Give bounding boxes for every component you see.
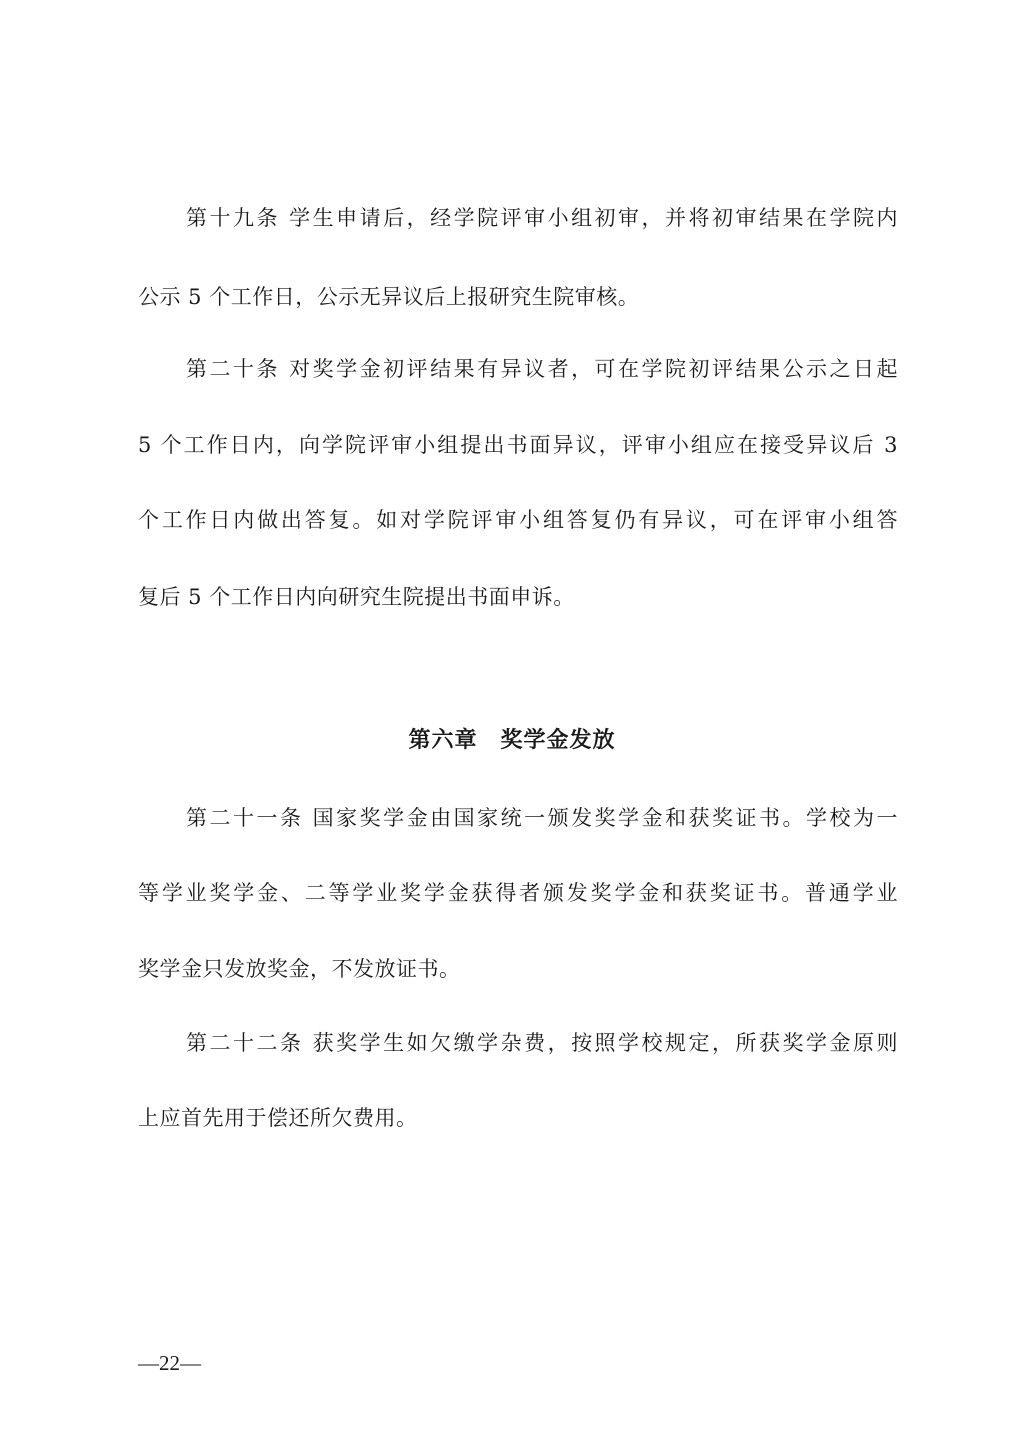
article-21-line-1: 第二十一条 国家奖学金由国家统一颁发奖学金和获奖证书。学校为一 bbox=[186, 806, 898, 830]
article-20-line-2: 5 个工作日内，向学院评审小组提出书面异议，评审小组应在接受异议后 3 bbox=[138, 433, 898, 457]
chapter-heading: 第六章 奖学金发放 bbox=[408, 728, 616, 753]
article-20-line-4: 复后 5 个工作日内向研究生院提出书面申诉。 bbox=[138, 585, 575, 609]
article-22-line-1: 第二十二条 获奖学生如欠缴学杂费，按照学校规定，所获奖学金原则 bbox=[186, 1031, 898, 1055]
article-19-line-1: 第十九条 学生申请后，经学院评审小组初审，并将初审结果在学院内 bbox=[186, 206, 898, 230]
article-21-line-2: 等学业奖学金、二等学业奖学金获得者颁发奖学金和获奖证书。普通学业 bbox=[138, 881, 898, 905]
article-22-line-2: 上应首先用于偿还所欠费用。 bbox=[138, 1106, 418, 1130]
article-21-line-3: 奖学金只发放奖金，不发放证书。 bbox=[138, 957, 461, 981]
page-number: —22— bbox=[138, 1351, 201, 1375]
article-20-line-3: 个工作日内做出答复。如对学院评审小组答复仍有异议，可在评审小组答 bbox=[138, 508, 898, 532]
article-20-line-1: 第二十条 对奖学金初评结果有异议者，可在学院初评结果公示之日起 bbox=[186, 357, 898, 381]
article-19-line-2: 公示 5 个工作日，公示无异议后上报研究生院审核。 bbox=[138, 285, 640, 309]
